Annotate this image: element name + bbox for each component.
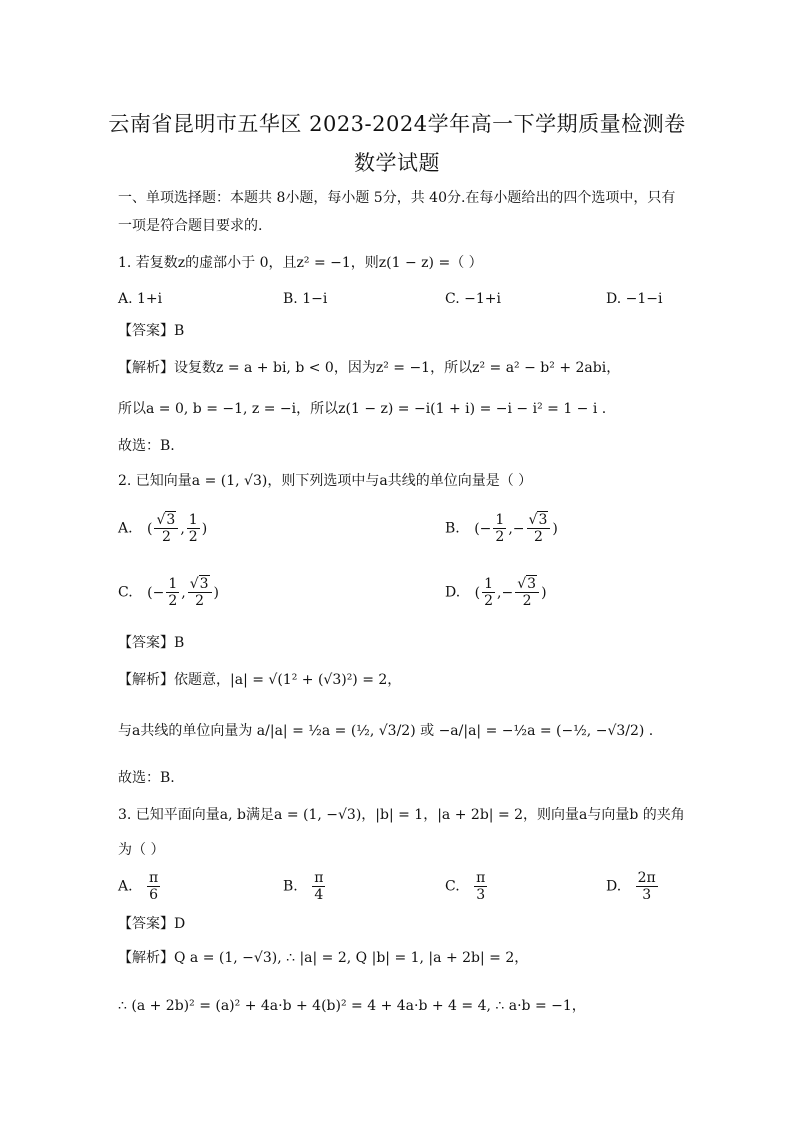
document-title: 云南省昆明市五华区 2023-2024学年高一下学期质量检测卷 [108,112,686,136]
q2-analysis-line-1: 【解析】依题意，|a| = √(1² + (√3)²) = 2， [118,672,402,688]
q3-option-c-denominator: 3 [476,887,486,903]
q2-option-b-label: B. [445,520,460,537]
q3-option-a [118,870,162,903]
q1-analysis-line-1: 【解析】设复数z = a + bi, b < 0，因为z² = −1，所以z² = a² − b² + 2abi， [118,360,621,376]
q1-stem: 1. 若复数z的虚部小于 0，且z² = −1，则z(1 − z) =（ ） [118,255,483,271]
q1-option-d: D. −1−i [606,291,663,307]
q3-option-b-numerator: π [314,870,324,886]
q3-stem-line-1: 3. 已知平面向量a, b满足a = (1, −√3)，|b| = 1，|a + 2b| = 2，则向量a与向量b 的夹角 [118,807,685,823]
q1-conclusion: 故选：B. [118,438,175,454]
q3-analysis-line-1: 【解析】Q a = (1, −√3), ∴ |a| = 2, Q |b| = 1, |a + 2b| = 2， [118,950,529,966]
q3-option-d-numerator: 2π [637,870,656,886]
q3-option-c-numerator: π [476,870,486,886]
document-subtitle: 数学试题 [354,151,440,175]
q3-option-d-label: D. [606,878,622,895]
q3-answer: 【答案】D [118,916,186,932]
q1-option-a: A. 1+i [118,291,163,307]
q3-option-b-label: B. [283,878,298,895]
q3-option-a-denominator: 6 [149,887,159,903]
q3-option-a-numerator: π [149,870,159,886]
q2-option-a-label: A. [118,520,133,537]
q3-option-a-label: A. [118,878,133,895]
q1-answer: 【答案】B [118,323,185,339]
q1-analysis-line-2: 所以a = 0, b = −1, z = −i，所以z(1 − z) = −i(1 + i) = −i − i² = 1 − i . [118,401,607,417]
q3-option-c-label: C. [445,878,460,895]
q3-option-d-denominator: 3 [642,887,652,903]
q2-option-c-label: C. [118,584,133,601]
q3-option-c [445,870,489,903]
q3-stem-line-2: 为（ ） [118,842,165,858]
q3-option-d [606,870,660,903]
q3-option-b-denominator: 4 [314,887,324,903]
q2-option-d: D. ( $\frac{1}{2}$ ,− $\frac{√3}{2}$ ) [445,576,547,609]
q1-option-b: B. 1−i [283,291,328,307]
q3-analysis-line-2: ∴ (a + 2b)² = (a)² + 4a·b + 4(b)² = 4 + 4a·b + 4 = 4, ∴ a·b = −1， [118,998,586,1014]
q2-option-b: B. (− $\frac{1}{2}$ ,− $\frac{√3}{2}$ ) [445,512,558,545]
q2-analysis-line-2: 与a共线的单位向量为 a/|a| = ½a = (½, √3/2) 或 −a/|a| = −½a = (−½, −√3/2) . [118,723,654,739]
q2-stem: 2. 已知向量a = (1, √3)，则下列选项中与a共线的单位向量是（ ） [118,473,533,489]
q2-option-a: A. ( $\frac{√3}{2}$ , $\frac{1}{2}$ ) [118,512,208,545]
q1-option-c: C. −1+i [445,291,501,307]
q2-answer: 【答案】B [118,635,185,651]
q3-option-b [283,870,327,903]
section-intro-line-1: 一、单项选择题：本题共 8小题，每小题 5分，共 40分.在每小题给出的四个选项中，只有 [118,190,676,206]
q2-conclusion: 故选：B. [118,770,175,786]
section-intro-line-2: 一项是符合题目要求的. [118,218,263,234]
q2-option-d-label: D. [445,584,461,601]
q2-option-c: C. (− $\frac{1}{2}$ , $\frac{√3}{2}$ ) [118,576,220,609]
